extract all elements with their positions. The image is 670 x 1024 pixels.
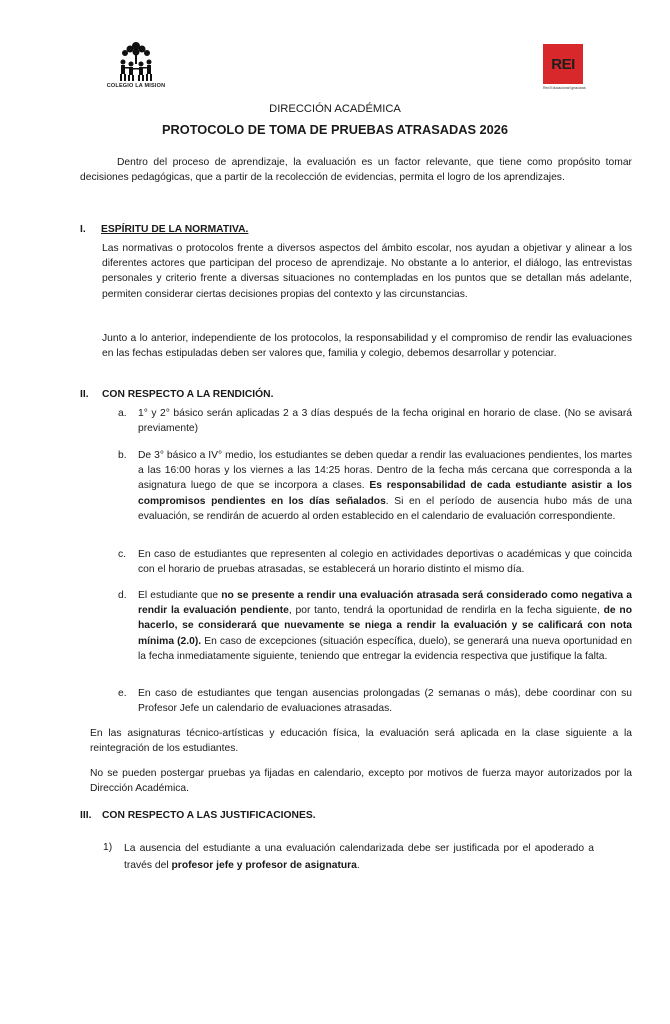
intro-paragraph: Dentro del proceso de aprendizaje, la evaluación es un factor relevante, que tiene como propósito tomar decisiones pedagógicas, que a partir de la recolección de evidencias, permita el logro de los aprendizajes.: [80, 157, 632, 184]
section-title: CON RESPECTO A LA RENDICIÓN.: [102, 389, 274, 400]
section1-paragraph-1: Las normativas o protocolos frente a diversos aspectos del ámbito escolar, nos ayudan a objetivar y alinear a los diferentes actores que participan del proceso de aprendizaje. No obstante a lo anterior, el diálogo, las entrevistas personales y criterio frente a diversas situaciones no contempladas en los puntos que se detallan más adelante, permiten considerar ciertas decisiones propias del contexto y las circunstancias.: [102, 243, 632, 300]
section2-paragraph-1: En las asignaturas técnico-artísticas y educación física, la evaluación será aplicada en la clase siguiente a la reintegración de los estudiantes.: [90, 728, 632, 755]
bold-run: Es responsabilidad de cada estudiante asistir a los compromisos pendientes en los días señalados: [138, 480, 632, 507]
list-item-a: [118, 406, 632, 438]
list-item-text: [124, 840, 594, 874]
section-heading-3: [80, 808, 620, 823]
text-run: , por tanto, tendrá la oportunidad de rendirla en la fecha siguiente,: [288, 605, 604, 617]
text-run: El estudiante que: [138, 590, 222, 601]
justification-item-1: [103, 840, 603, 874]
list-marker: 1): [103, 842, 113, 853]
bold-run: no se presente a rendir una evaluación atrasada será considerado como negativa a rendir la evaluación pendiente: [138, 590, 632, 617]
list-marker: a.: [118, 408, 127, 419]
list-item-text: En caso de estudiantes que representen al colegio en actividades deportivas o académicas y que coincida con el horario de pruebas atrasadas, se establecerá un horario distinto el mismo día.: [138, 549, 632, 576]
department-heading: DIRECCIÓN ACADÉMICA: [269, 103, 401, 115]
list-marker: d.: [118, 590, 127, 601]
list-item-c: [118, 547, 632, 579]
list-item-e: [118, 686, 632, 718]
text-run: .: [356, 860, 360, 871]
section1-paragraph-2: Junto a lo anterior, independiente de los protocolos, la responsabilidad y el compromiso de rendir las evaluaciones en las fechas estipuladas deben ser valores que, familia y colegio, debemos desarrollar y potenciar.: [102, 333, 632, 360]
list-item-b: [118, 448, 632, 540]
list-item-d: [118, 588, 632, 680]
text-run: . Si en el período de ausencia hubo más de una evaluación, se rendirán de acuerdo al orden establecido en el calendario de evaluación correspondiente.: [138, 495, 632, 522]
list-item-text: [138, 448, 632, 524]
rei-logo-mark: REI: [543, 44, 583, 84]
school-logo-caption: COLEGIO LA MISION: [106, 83, 166, 89]
section2-paragraph-2: No se pueden postergar pruebas ya fijadas en calendario, excepto por motivos de fuerza mayor autorizados por la Dirección Académica.: [90, 768, 632, 795]
text-run: En caso de excepciones (situación específica, duelo), se generará una nueva oportunidad en la fecha inmediatamente siguiente, teniendo que entregar la evidencia respectiva que justifique la falta.: [138, 635, 632, 662]
list-marker: c.: [118, 549, 127, 560]
document-title: PROTOCOLO DE TOMA DE PRUEBAS ATRASADAS 2026: [161, 122, 509, 137]
text-run: De 3° básico a IV° medio, los estudiantes se deben quedar a rendir las evaluaciones pendientes, los martes a las 16:00 horas y los viernes a las 14:25 horas. Dentro de la fecha más cercana que corresponda a la asignatura luego de que se incorpora a clases.: [138, 450, 632, 492]
bold-run: de no hacerlo, se considerará que nuevamente se niega a rendir la evaluación y se calificará con nota mínima (2.0).: [138, 605, 632, 647]
section-heading-2: [80, 387, 620, 402]
rei-logo: [543, 44, 589, 90]
section-number: II.: [80, 389, 89, 400]
section-heading-1: [80, 222, 620, 237]
section-number: I.: [80, 224, 86, 235]
list-item-text: En caso de estudiantes que tengan ausencias prolongadas (2 semanas o más), debe coordinar con su Profesor Jefe un calendario de evaluaciones atrasadas.: [138, 688, 632, 715]
list-marker: b.: [118, 450, 127, 461]
list-marker: e.: [118, 688, 127, 699]
list-item-text: [138, 588, 632, 664]
section-title: ESPÍRITU DE LA NORMATIVA.: [101, 224, 249, 235]
text-run: La ausencia del estudiante a una evaluación calendarizada debe ser justificada por el apoderado a través del: [124, 843, 594, 871]
rei-logo-caption: Red Educacional Ignaciana: [543, 86, 586, 90]
bold-run: profesor jefe y profesor de asignatura: [171, 860, 357, 871]
tree-figures-icon: [114, 40, 158, 82]
list-item-text: 1° y 2° básico serán aplicadas 2 a 3 días después de la fecha original en horario de clase. (No se avisará previamente): [138, 408, 632, 435]
section-title: CON RESPECTO A LAS JUSTIFICACIONES.: [102, 810, 316, 821]
section-number: III.: [80, 810, 92, 821]
school-logo: [86, 40, 186, 89]
